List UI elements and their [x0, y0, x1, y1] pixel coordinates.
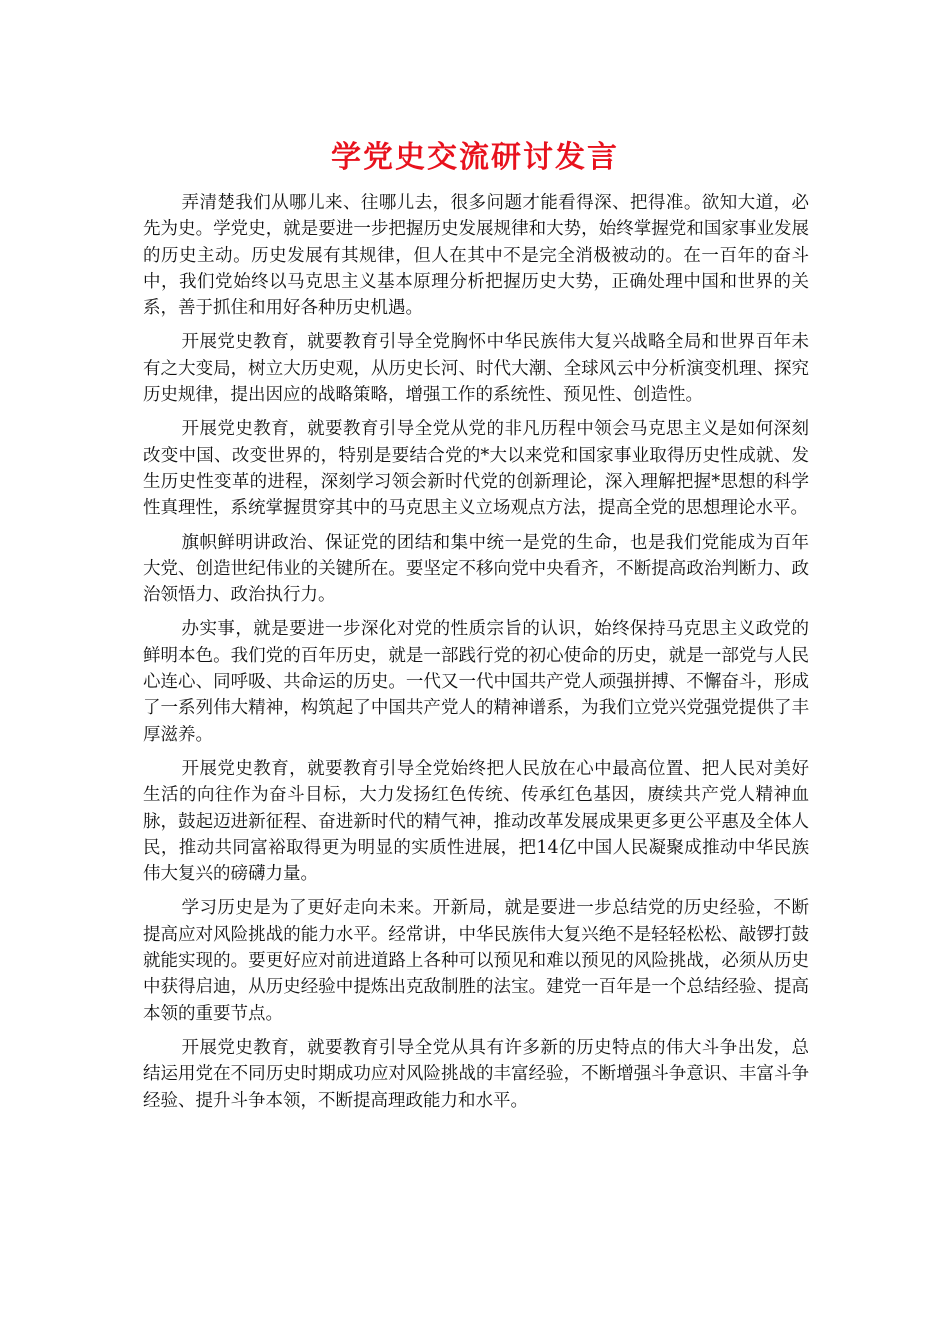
document-title: 学党史交流研讨发言 — [331, 140, 619, 175]
document-body — [143, 190, 809, 1122]
paragraph: 开展党史教育，就要教育引导全党始终把人民放在心中最高位置、把人民对美好生活的向往作为奋斗目标，大力发扬红色传统、传承红色基因，赓续共产党人精神血脉，鼓起迈进新征程、奋进新时代的精气神，推动改革发展成果更多更公平惠及全体人民，推动共同富裕取得更为明显的实质性进展，把14亿中国人民凝聚成推动中华民族伟大复兴的磅礴力量。 — [143, 758, 809, 885]
paragraph: 开展党史教育，就要教育引导全党胸怀中华民族伟大复兴战略全局和世界百年未有之大变局，树立大历史观，从历史长河、时代大潮、全球风云中分析演变机理、探究历史规律，提出因应的战略策略，增强工作的系统性、预见性、创造性。 — [143, 332, 809, 406]
paragraph: 学习历史是为了更好走向未来。开新局，就是要进一步总结党的历史经验，不断提高应对风险挑战的能力水平。经常讲，中华民族伟大复兴绝不是轻轻松松、敲锣打鼓就能实现的。要更好应对前进道路上各种可以预见和难以预见的风险挑战，必须从历史中获得启迪，从历史经验中提炼出克敌制胜的法宝。建党一百年是一个总结经验、提高本领的重要节点。 — [143, 898, 809, 1024]
paragraph: 办实事，就是要进一步深化对党的性质宗旨的认识，始终保持马克思主义政党的鲜明本色。我们党的百年历史，就是一部践行党的初心使命的历史，就是一部党与人民心连心、同呼吸、共命运的历史。一代又一代中国共产党人顽强拼搏、不懈奋斗，形成了一系列伟大精神，构筑起了中国共产党人的精神谱系，为我们立党兴党强党提供了丰厚滋养。 — [143, 619, 809, 745]
paragraph: 旗帜鲜明讲政治、保证党的团结和集中统一是党的生命，也是我们党能成为百年大党、创造世纪伟业的关键所在。要坚定不移向党中央看齐，不断提高政治判断力、政治领悟力、政治执行力。 — [143, 532, 809, 606]
paragraph: 开展党史教育，就要教育引导全党从具有许多新的历史特点的伟大斗争出发，总结运用党在不同历史时期成功应对风险挑战的丰富经验，不断增强斗争意识、丰富斗争经验、提升斗争本领，不断提高理政能力和水平。 — [143, 1037, 809, 1111]
paragraph: 开展党史教育，就要教育引导全党从党的非凡历程中领会马克思主义是如何深刻改变中国、改变世界的，特别是要结合党的*大以来党和国家事业取得历史性成就、发生历史性变革的进程，深刻学习领会新时代党的创新理论，深入理解把握*思想的科学性真理性，系统掌握贯穿其中的马克思主义立场观点方法，提高全党的思想理论水平。 — [143, 419, 809, 519]
paragraph: 弄清楚我们从哪儿来、往哪儿去，很多问题才能看得深、把得准。欲知大道，必先为史。学党史，就是要进一步把握历史发展规律和大势，始终掌握党和国家事业发展的历史主动。历史发展有其规律，但人在其中不是完全消极被动的。在一百年的奋斗中，我们党始终以马克思主义基本原理分析把握历史大势，正确处理中国和世界的关系，善于抓住和用好各种历史机遇。 — [143, 193, 809, 319]
